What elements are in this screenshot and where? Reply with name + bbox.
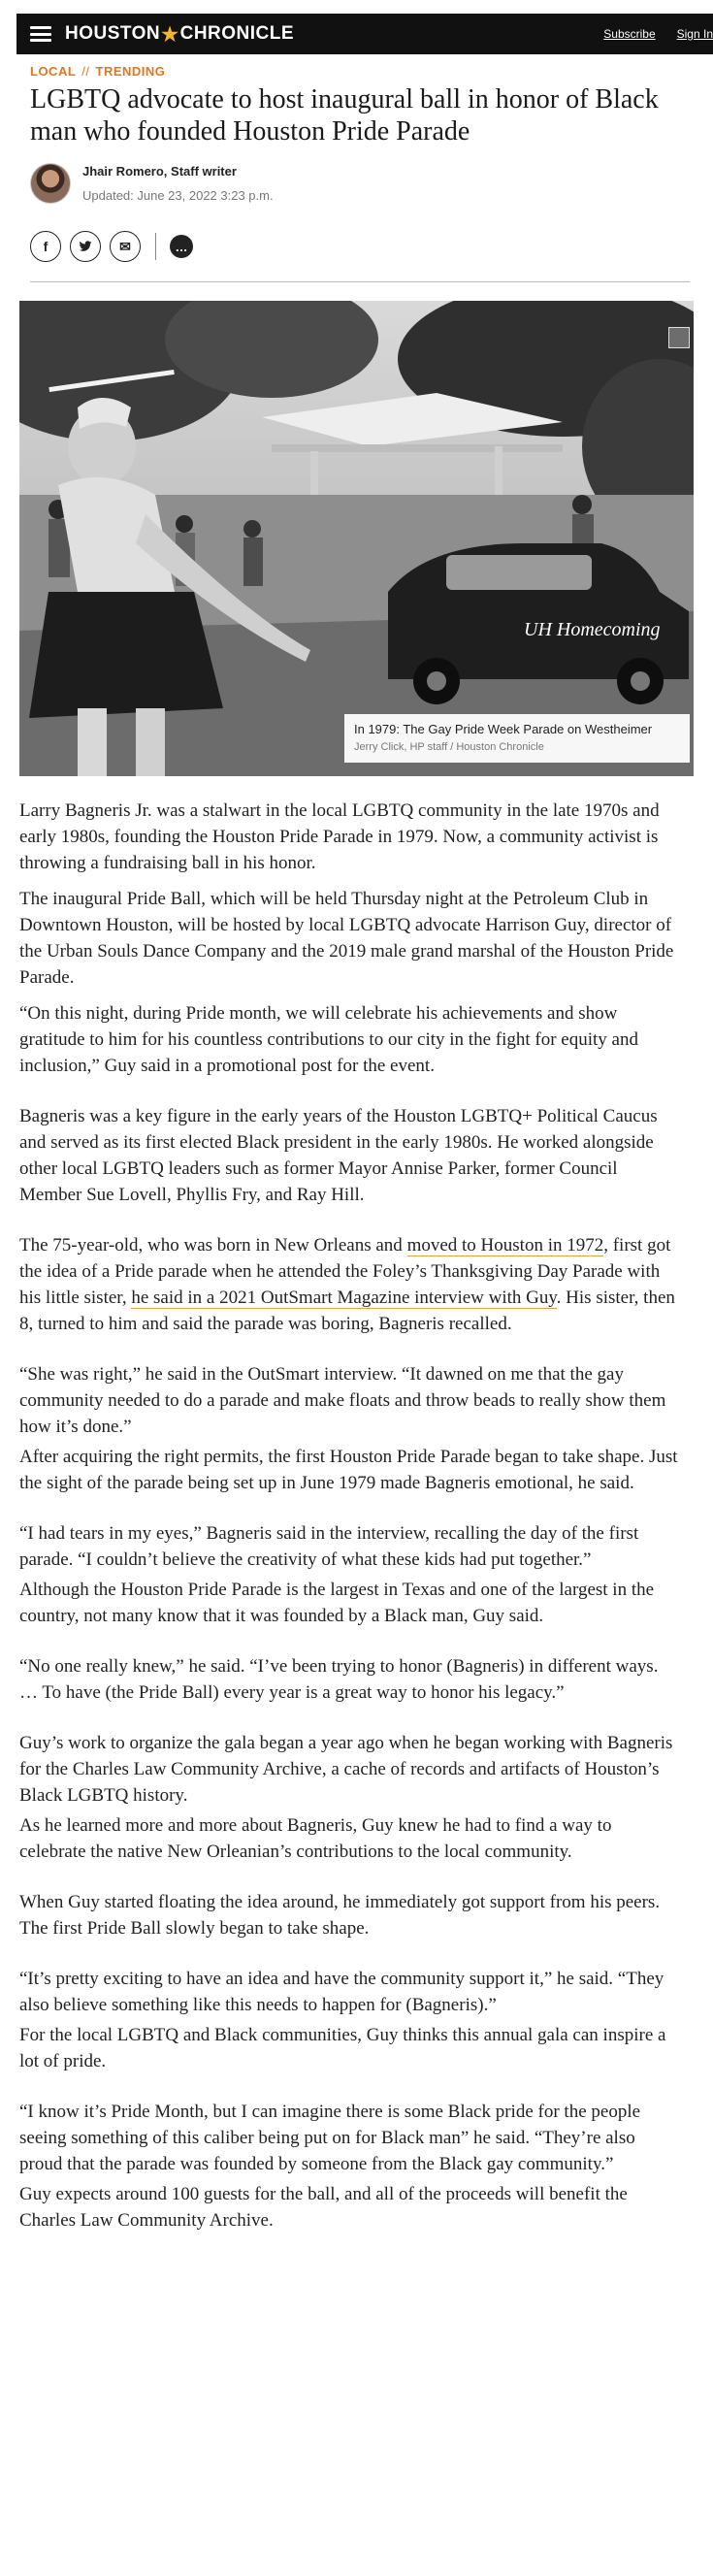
logo-text-right: CHRONICLE: [179, 23, 295, 44]
paragraph-text: For the local LGBTQ and Black communities, Guy thinks this annual gala can inspire a lot of pride.: [19, 2025, 666, 2071]
paragraph-text: , first got the idea of a Pride parade when he attended the Foley’s Thanksgiving Day Parade with his little sister,: [19, 1235, 671, 1308]
hamburger-menu-icon[interactable]: [30, 26, 51, 42]
article-paragraph: [19, 886, 679, 991]
inline-link[interactable]: moved to Houston in 1972: [406, 1235, 604, 1255]
site-logo[interactable]: [65, 22, 294, 47]
photo-credit: Jerry Click, HP staff / Houston Chronicle: [354, 741, 544, 753]
paragraph-text: As he learned more and more about Bagneris, Guy knew he had to find a way to celebrate the native New Orleanian’s contributions to the local community.: [19, 1815, 612, 1862]
article-paragraph: [19, 1232, 679, 1337]
author-name[interactable]: Jhair Romero, Staff writer: [82, 164, 237, 179]
car-text: UH Homecoming: [524, 619, 661, 640]
article-paragraph: [19, 1966, 679, 2018]
article-paragraph: [19, 1577, 679, 1629]
star-icon: ★: [161, 23, 179, 46]
article-headline: LGBTQ advocate to host inaugural ball in honor of Black man who founded Houston Pride Parade: [30, 84, 659, 147]
paragraph-text: “I had tears in my eyes,” Bagneris said in the interview, recalling the day of the first parade. “I couldn’t believe the creativity of what these kids had put together.”: [19, 1523, 639, 1570]
paragraph-text: “She was right,” he said in the OutSmart interview. “It dawned on me that the gay community needed to do a parade and make floats and throw beads to really show them how it’s done.”: [19, 1364, 666, 1437]
paragraph-text: . His sister, then 8, turned to him and said the parade was boring, Bagneris recalled.: [19, 1288, 675, 1334]
paragraph-text: “It’s pretty exciting to have an idea and have the community support it,” he said. “They also believe something like this needs to happen for (Bagneris).”: [19, 1969, 664, 2015]
section-link-local[interactable]: LOCAL: [30, 64, 77, 79]
article-paragraph: [19, 2022, 679, 2074]
paragraph-text: Although the Houston Pride Parade is the largest in Texas and one of the largest in the country, not many know that it was founded by a Black man, Guy said.: [19, 1580, 655, 1626]
share-divider: [155, 233, 156, 260]
kicker-separator: //: [81, 64, 90, 79]
article-paragraph: [19, 1520, 679, 1573]
article-paragraph: [19, 1730, 679, 1809]
logo-text-left: HOUSTON: [65, 23, 161, 44]
email-share-icon[interactable]: ✉: [110, 231, 141, 262]
inline-link[interactable]: he said in a 2021 OutSmart Magazine interview with Guy: [131, 1288, 557, 1308]
article-paragraph: [19, 1361, 679, 1440]
paragraph-text: “On this night, during Pride month, we will celebrate his achievements and show gratitude to him for his countless contributions to our city in the fight for equity and inclusion,” Guy said in a promotional post for the event.: [19, 1003, 638, 1076]
article-paragraph: [19, 1653, 679, 1706]
paragraph-text: Larry Bagneris Jr. was a stalwart in the local LGBTQ community in the late 1970s and early 1980s, founding the Houston Pride Parade in 1979. Now, a community activist is throwing a fundraising ball in his honor.: [19, 800, 660, 873]
paragraph-text: “I know it’s Pride Month, but I can imagine there is some Black pride for the people seeing something of this caliber being put on for Black man” he said. “They’re also proud that the parade was founded by someone from the Black gay community.”: [19, 2102, 641, 2174]
photo-caption: [344, 714, 690, 763]
paragraph-text: Bagneris was a key figure in the early years of the Houston LGBTQ+ Political Caucus and served as its first elected Black president in the early 1980s. He worked alongside other local LGBTQ leaders such as former Mayor Annise Parker, former Council Member Sue Lovell, Phyllis Fry, and Ray Hill.: [19, 1106, 658, 1205]
site-header: [16, 14, 713, 54]
expand-photo-icon[interactable]: [668, 327, 690, 348]
subscribe-link[interactable]: Subscribe: [603, 27, 656, 41]
updated-timestamp: Updated: June 23, 2022 3:23 p.m.: [82, 188, 274, 203]
author-avatar[interactable]: [30, 163, 71, 204]
twitter-share-icon[interactable]: [70, 231, 101, 262]
share-bar: [30, 231, 193, 262]
facebook-share-icon[interactable]: f: [30, 231, 61, 262]
comments-icon[interactable]: …: [170, 235, 193, 258]
article-body: [19, 798, 679, 2234]
section-link-trending[interactable]: TRENDING: [95, 64, 166, 79]
paragraph-text: The inaugural Pride Ball, which will be held Thursday night at the Petroleum Club in Downtown Houston, will be hosted by local LGBTQ advocate Harrison Guy, director of the Urban Souls Dance Company and the 2019 male grand marshal of the Houston Pride Parade.: [19, 889, 674, 988]
sign-in-link[interactable]: Sign In: [676, 27, 713, 41]
article-paragraph: [19, 1444, 679, 1496]
header-divider: [30, 281, 690, 282]
article-paragraph: [19, 1889, 679, 1941]
paragraph-text: Guy expects around 100 guests for the ball, and all of the proceeds will benefit the Charles Law Community Archive.: [19, 2184, 628, 2231]
caption-text: In 1979: The Gay Pride Week Parade on Westheimer: [354, 722, 653, 736]
article-paragraph: [19, 1000, 679, 1079]
byline: [30, 163, 274, 204]
article-paragraph: [19, 2181, 679, 2234]
paragraph-text: After acquiring the right permits, the first Houston Pride Parade began to take shape. Just the sight of the parade being set up in June 1979 made Bagneris emotional, he said.: [19, 1447, 678, 1493]
article-paragraph: [19, 1103, 679, 1208]
article-paragraph: [19, 1812, 679, 1865]
paragraph-text: When Guy started floating the idea around, he immediately got support from his peers. The first Pride Ball slowly began to take shape.: [19, 1892, 661, 1939]
parade-photo-illustration: [19, 301, 694, 776]
section-kicker: [30, 64, 165, 79]
article-paragraph: [19, 798, 679, 876]
paragraph-text: Guy’s work to organize the gala began a year ago when he began working with Bagneris for the Charles Law Community Archive, a cache of records and artifacts of Houston’s Black LGBTQ history.: [19, 1733, 673, 1806]
paragraph-text: The 75-year-old, who was born in New Orleans and: [19, 1235, 407, 1255]
article-paragraph: [19, 2099, 679, 2177]
lead-photo[interactable]: [19, 301, 694, 776]
paragraph-text: “No one really knew,” he said. “I’ve been trying to honor (Bagneris) in different ways. … To have (the Pride Ball) every year is a great way to honor his legacy.”: [19, 1656, 659, 1703]
